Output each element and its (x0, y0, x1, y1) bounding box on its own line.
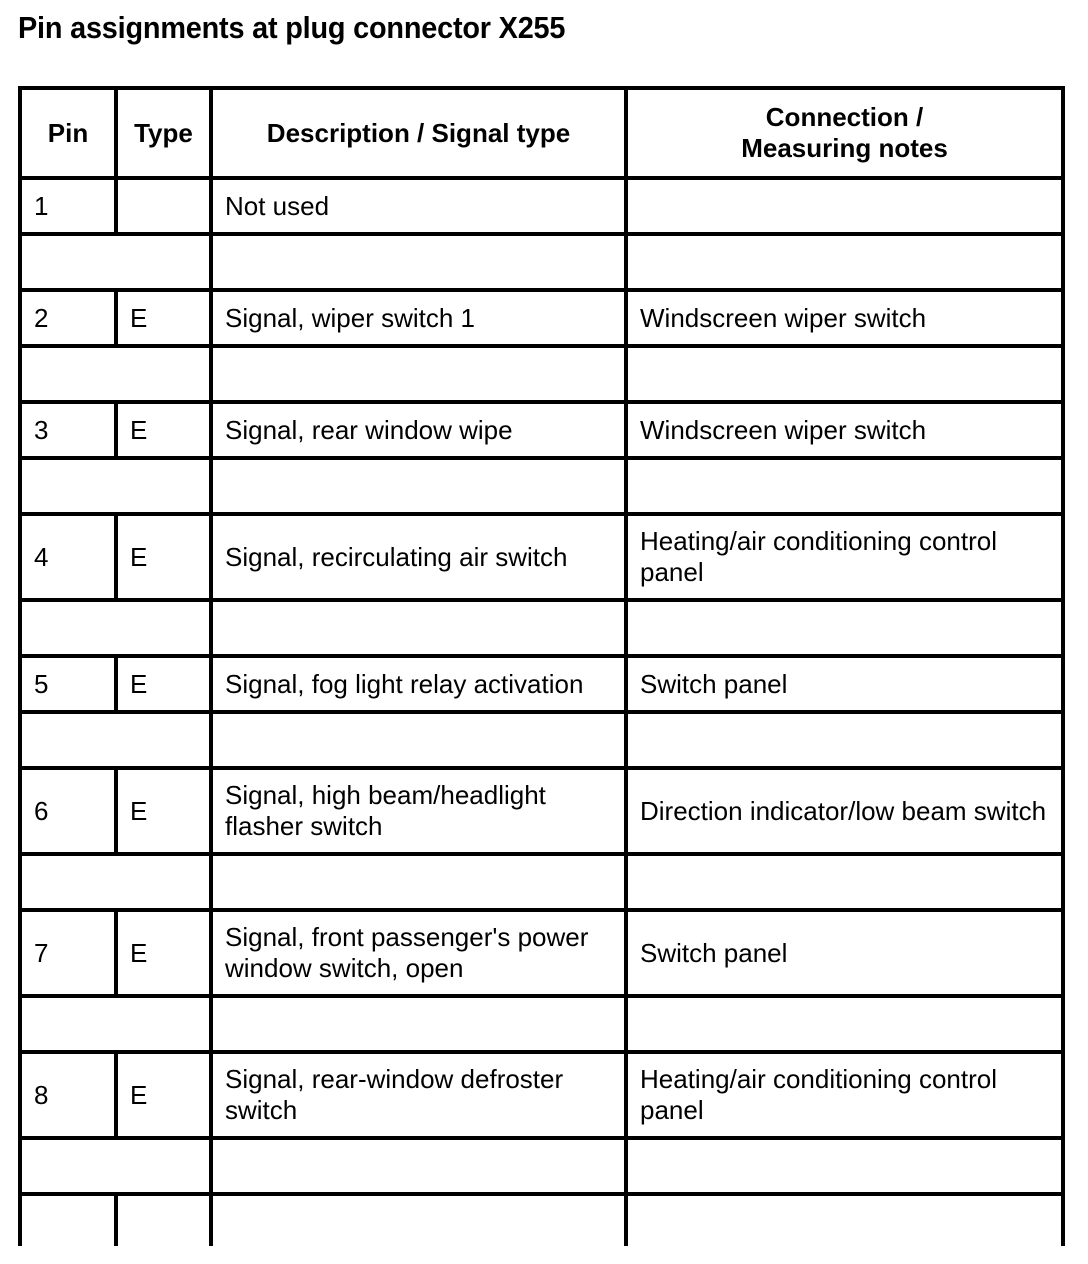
cell-description: Signal, front passenger's power window switch, open (211, 910, 626, 996)
spacer-row (20, 854, 1063, 910)
table-row (20, 402, 1063, 458)
cell-pin: 7 (20, 910, 116, 996)
spacer-row (20, 996, 1063, 1052)
spacer-cell (211, 996, 626, 1052)
spacer-cell (626, 234, 1063, 290)
truncated-row (20, 1194, 1063, 1246)
spacer-cell (626, 1138, 1063, 1194)
cell-pin: 3 (20, 402, 116, 458)
cell-type: E (116, 1052, 211, 1138)
spacer-cell (20, 854, 211, 910)
pin-assignment-table (18, 86, 1065, 1246)
cell-type: E (116, 656, 211, 712)
spacer-cell (211, 712, 626, 768)
spacer-cell (20, 996, 211, 1052)
pin-assignment-table-container (18, 86, 1065, 1246)
header-description: Description / Signal type (211, 88, 626, 178)
spacer-cell (626, 458, 1063, 514)
spacer-cell (20, 600, 211, 656)
table-header-row (20, 88, 1063, 178)
cell-connection: Heating/air conditioning control panel (626, 514, 1063, 600)
cell-connection: Windscreen wiper switch (626, 290, 1063, 346)
cell-description: Signal, rear window wipe (211, 402, 626, 458)
empty-cell (20, 1194, 116, 1246)
table-body (20, 178, 1063, 1246)
cell-description: Signal, wiper switch 1 (211, 290, 626, 346)
spacer-cell (20, 1138, 211, 1194)
cell-connection: Switch panel (626, 656, 1063, 712)
cell-connection: Direction indicator/low beam switch (626, 768, 1063, 854)
spacer-cell (20, 234, 211, 290)
cell-pin: 1 (20, 178, 116, 234)
cell-pin: 6 (20, 768, 116, 854)
spacer-cell (626, 600, 1063, 656)
cell-description: Signal, fog light relay activation (211, 656, 626, 712)
cell-type (116, 178, 211, 234)
cell-connection: Windscreen wiper switch (626, 402, 1063, 458)
cell-description: Signal, rear-window defroster switch (211, 1052, 626, 1138)
spacer-row (20, 600, 1063, 656)
table-row (20, 656, 1063, 712)
cell-pin: 2 (20, 290, 116, 346)
spacer-cell (211, 600, 626, 656)
spacer-row (20, 346, 1063, 402)
spacer-cell (211, 1138, 626, 1194)
cell-pin: 5 (20, 656, 116, 712)
cell-pin: 8 (20, 1052, 116, 1138)
spacer-cell (626, 346, 1063, 402)
header-type: Type (116, 88, 211, 178)
spacer-cell (211, 346, 626, 402)
table-row (20, 178, 1063, 234)
spacer-cell (20, 712, 211, 768)
table-row (20, 768, 1063, 854)
spacer-cell (626, 996, 1063, 1052)
cell-connection (626, 178, 1063, 234)
header-connection-line-1: Connection / (765, 102, 924, 132)
header-connection (626, 88, 1063, 178)
cell-connection: Switch panel (626, 910, 1063, 996)
header-pin: Pin (20, 88, 116, 178)
cell-description: Not used (211, 178, 626, 234)
table-row (20, 1052, 1063, 1138)
cell-connection: Heating/air conditioning control panel (626, 1052, 1063, 1138)
cell-type: E (116, 402, 211, 458)
spacer-row (20, 1138, 1063, 1194)
cell-type: E (116, 290, 211, 346)
table-row (20, 514, 1063, 600)
table-row (20, 910, 1063, 996)
spacer-cell (211, 854, 626, 910)
spacer-row (20, 458, 1063, 514)
empty-cell (626, 1194, 1063, 1246)
spacer-cell (626, 712, 1063, 768)
spacer-cell (20, 458, 211, 514)
page-title: Pin assignments at plug connector X255 (18, 10, 566, 45)
spacer-cell (626, 854, 1063, 910)
empty-cell (116, 1194, 211, 1246)
spacer-row (20, 234, 1063, 290)
cell-pin: 4 (20, 514, 116, 600)
spacer-cell (211, 458, 626, 514)
cell-description: Signal, high beam/headlight flasher switch (211, 768, 626, 854)
header-connection-line-2: Measuring notes (741, 133, 948, 163)
spacer-row (20, 712, 1063, 768)
table-row (20, 290, 1063, 346)
spacer-cell (20, 346, 211, 402)
cell-type: E (116, 910, 211, 996)
empty-cell (211, 1194, 626, 1246)
cell-type: E (116, 768, 211, 854)
cell-type: E (116, 514, 211, 600)
spacer-cell (211, 234, 626, 290)
cell-description: Signal, recirculating air switch (211, 514, 626, 600)
